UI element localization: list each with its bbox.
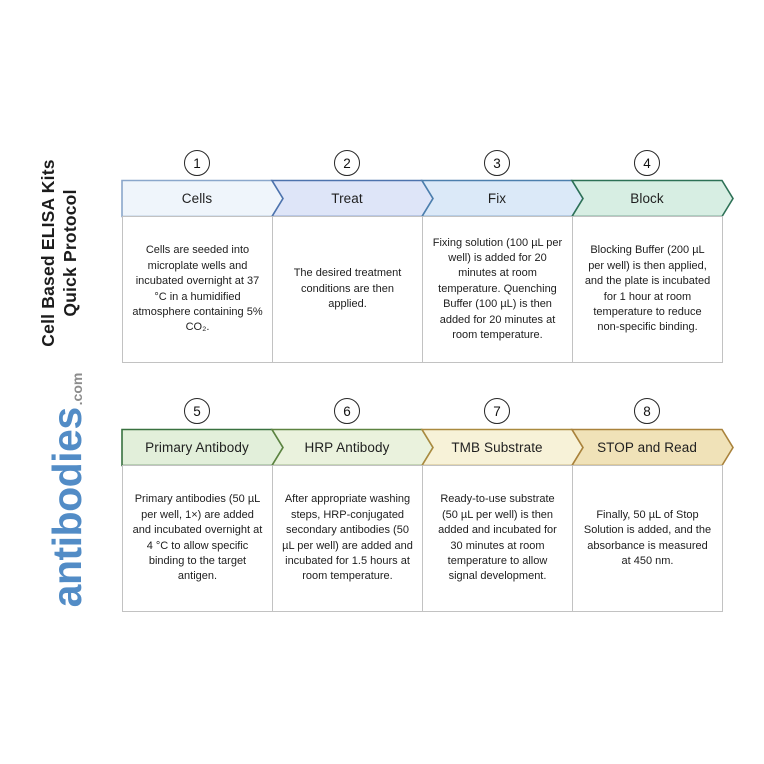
step-number: 7: [493, 403, 501, 419]
brand-logo-suffix: .com: [69, 372, 85, 406]
step-description-box: [122, 465, 273, 612]
step-label-primary-antibody: Primary Antibody: [145, 439, 249, 455]
step-label-block: Block: [630, 190, 664, 206]
sidebar-title: [36, 143, 82, 363]
step-number-badge: [184, 150, 210, 176]
step-labels-row2: [122, 429, 723, 465]
step-description-box: [272, 216, 423, 363]
step-number-badge: [484, 150, 510, 176]
step-description: Finally, 50 µL of Stop Solution is added, and the absorbance is measured at 450 nm.: [583, 508, 712, 567]
step-label-fix: Fix: [487, 190, 507, 206]
step-number: 3: [493, 155, 501, 171]
step-description: Ready-to-use substrate (50 µL per well) is then added and incubated for 30 minutes at room temperature to allow signal development.: [438, 493, 557, 583]
step-label-treat: Treat: [331, 190, 363, 206]
brand-logo: [32, 360, 88, 620]
step-label-stop-and-read: STOP and Read: [597, 439, 697, 455]
step-number-badge: [634, 398, 660, 424]
sidebar-title-line2: Quick Protocol: [60, 189, 80, 317]
step-number-badge: [484, 398, 510, 424]
step-description-box: [422, 216, 573, 363]
sidebar-title-line1: Cell Based ELISA Kits: [37, 159, 58, 347]
step-label-cells: Cells: [181, 190, 213, 206]
step-label-tmb-substrate: TMB Substrate: [451, 439, 543, 455]
step-number-badge: [184, 398, 210, 424]
step-labels-row1: [122, 180, 723, 216]
step-description: The desired treatment conditions are then applied.: [293, 267, 402, 311]
description-row1: [122, 216, 726, 363]
step-number: 8: [643, 403, 651, 419]
step-number-badge: [634, 150, 660, 176]
step-description: Fixing solution (100 µL per well) is added for 20 minutes at room temperature. Quenching Buffer (100 µL) is then added for 20 minutes at room temperature.: [432, 236, 563, 341]
step-description-box: [422, 465, 573, 612]
step-number: 5: [193, 403, 201, 419]
step-label-hrp-antibody: HRP Antibody: [304, 439, 390, 455]
step-number-badge: [334, 150, 360, 176]
brand-logo-text: antibodies: [44, 407, 90, 608]
step-number: 1: [193, 155, 201, 171]
step-description-box: [572, 465, 723, 612]
description-row2: [122, 465, 726, 612]
step-description-box: [272, 465, 423, 612]
step-description-box: [572, 216, 723, 363]
step-description: Cells are seeded into microplate wells and incubated overnight at 37 °C in a humidified atmosphere containing 5% CO₂.: [132, 244, 263, 334]
step-number: 6: [343, 403, 351, 419]
step-number-badge: [334, 398, 360, 424]
step-description-box: [122, 216, 273, 363]
step-description: Blocking Buffer (200 µL per well) is then applied, and the plate is incubated for 1 hour at room temperature to reduce non-specific binding.: [584, 244, 711, 334]
step-description: Primary antibodies (50 µL per well, 1×) are added and incubated overnight at 4 °C to allow specific binding to the target antigen.: [132, 493, 263, 583]
step-number: 4: [643, 155, 651, 171]
step-description: After appropriate washing steps, HRP-conjugated secondary antibodies (50 µL per well) are added and incubated for 1.5 hours at room temperature.: [282, 493, 413, 583]
step-number: 2: [343, 155, 351, 171]
